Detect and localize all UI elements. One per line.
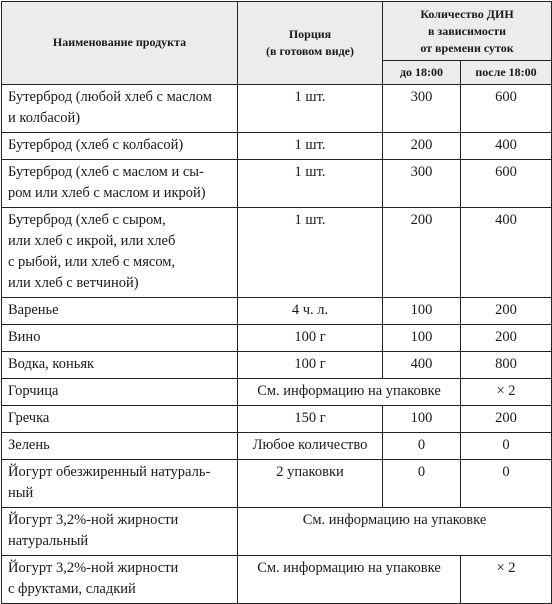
- din-before-cell: 0: [383, 433, 461, 460]
- portion-cell: 4 ч. л.: [238, 298, 383, 325]
- din-before-cell: 100: [383, 298, 461, 325]
- package-info-cell: См. информацию на упаковке: [238, 556, 461, 604]
- product-name: Горчица: [2, 379, 238, 406]
- table-row: [2, 406, 552, 433]
- table-row: [2, 433, 552, 460]
- din-after-cell: 600: [461, 85, 552, 133]
- portion-cell: 1 шт.: [238, 85, 383, 133]
- table-row: [2, 379, 552, 406]
- din-after-cell: × 2: [461, 556, 552, 604]
- header-portion: Порция (в готовом виде): [238, 2, 383, 85]
- portion-cell: 2 упаковки: [238, 460, 383, 508]
- portion-cell: 100 г: [238, 325, 383, 352]
- package-info-cell: См. информацию на упаковке: [238, 379, 461, 406]
- table-row: [2, 298, 552, 325]
- din-after-cell: 800: [461, 352, 552, 379]
- table-row: [2, 460, 552, 508]
- din-after-cell: 400: [461, 208, 552, 298]
- din-before-cell: 400: [383, 352, 461, 379]
- header-din: Количество ДИН в зависимости от времени суток: [383, 2, 552, 61]
- portion-cell: 1 шт.: [238, 160, 383, 208]
- header-product: Наименование продукта: [2, 2, 238, 85]
- product-name: Водка, коньяк: [2, 352, 238, 379]
- product-name: Йогурт 3,2%-ной жирности натуральный: [2, 508, 238, 556]
- din-after-cell: 0: [461, 460, 552, 508]
- product-name: Бутерброд (любой хлеб с маслом и колбасой): [2, 85, 238, 133]
- product-name: Гречка: [2, 406, 238, 433]
- table-row: [2, 556, 552, 604]
- portion-cell: 1 шт.: [238, 133, 383, 160]
- table-row: [2, 85, 552, 133]
- table-row: [2, 325, 552, 352]
- product-name: Йогурт обезжиренный натураль- ный: [2, 460, 238, 508]
- table-row: [2, 508, 552, 556]
- table-row: [2, 352, 552, 379]
- din-after-cell: 600: [461, 160, 552, 208]
- din-after-cell: 200: [461, 406, 552, 433]
- din-after-cell: 200: [461, 325, 552, 352]
- portion-cell: 150 г: [238, 406, 383, 433]
- product-name: Варенье: [2, 298, 238, 325]
- portion-cell: 1 шт.: [238, 208, 383, 298]
- product-name: Вино: [2, 325, 238, 352]
- din-before-cell: 300: [383, 85, 461, 133]
- din-after-cell: × 2: [461, 379, 552, 406]
- portion-cell: Любое количество: [238, 433, 383, 460]
- package-info-cell: См. информацию на упаковке: [238, 508, 552, 556]
- product-name: Бутерброд (хлеб с сыром, или хлеб с икрой, или хлеб с рыбой, или хлеб с мясом, или хлеб с ветчиной): [2, 208, 238, 298]
- product-name: Йогурт 3,2%-ной жирности с фруктами, сладкий: [2, 556, 238, 604]
- din-after-cell: 0: [461, 433, 552, 460]
- product-name: Бутерброд (хлеб с маслом и сы- ром или хлеб с маслом и икрой): [2, 160, 238, 208]
- product-name: Зелень: [2, 433, 238, 460]
- table-row: [2, 133, 552, 160]
- din-before-cell: 100: [383, 325, 461, 352]
- din-before-cell: 200: [383, 208, 461, 298]
- portion-cell: 100 г: [238, 352, 383, 379]
- header-before-18: до 18:00: [383, 61, 461, 85]
- table-row: [2, 208, 552, 298]
- product-name: Бутерброд (хлеб с колбасой): [2, 133, 238, 160]
- din-before-cell: 200: [383, 133, 461, 160]
- din-after-cell: 400: [461, 133, 552, 160]
- din-before-cell: 0: [383, 460, 461, 508]
- table-row: [2, 160, 552, 208]
- din-table: [1, 1, 552, 604]
- din-before-cell: 300: [383, 160, 461, 208]
- din-after-cell: 200: [461, 298, 552, 325]
- header-after-18: после 18:00: [461, 61, 552, 85]
- din-before-cell: 100: [383, 406, 461, 433]
